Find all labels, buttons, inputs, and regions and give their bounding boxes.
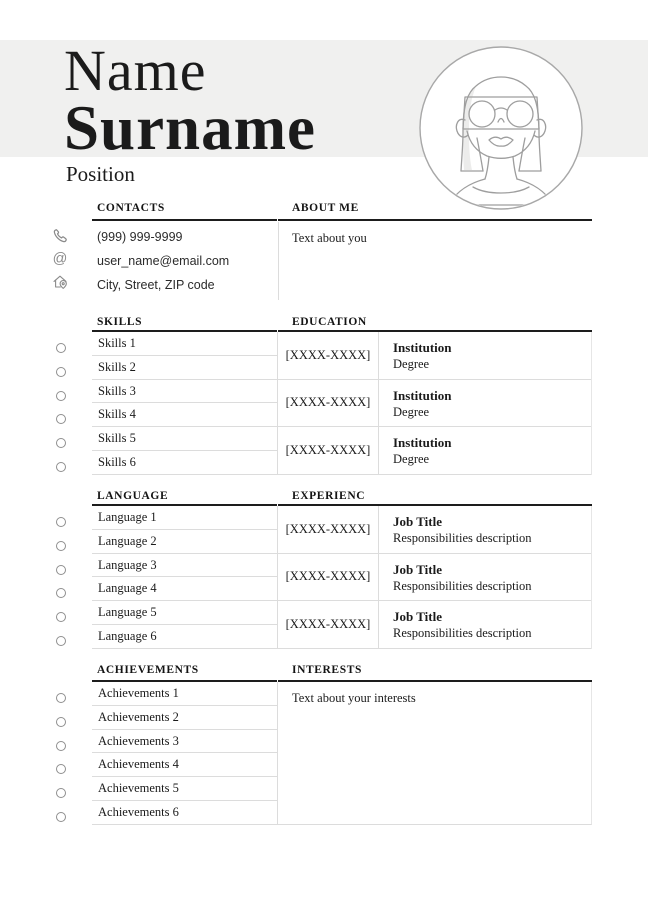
skill-item: Skills 1: [92, 332, 277, 356]
bullet-circle: [56, 788, 66, 798]
language-item: Language 3: [92, 554, 277, 578]
interests-section-title: INTERESTS: [292, 664, 362, 676]
skill-item: Skills 6: [92, 451, 277, 475]
position-title: Position: [66, 162, 135, 186]
education-table: [278, 332, 592, 475]
bullet-circle: [56, 717, 66, 727]
home-pin-icon: [51, 273, 69, 291]
language-item: Language 6: [92, 625, 277, 649]
achievement-item: Achievements 6: [92, 801, 277, 825]
experience-section-title: EXPERIENC: [292, 490, 366, 502]
experience-entry: [278, 601, 591, 649]
skills-list: [92, 332, 278, 475]
bullet-circle: [56, 438, 66, 448]
contacts-section-title: CONTACTS: [97, 202, 165, 214]
bullet-circle: [56, 391, 66, 401]
experience-job-title: Job Title: [393, 514, 443, 529]
bullet-circle: [56, 462, 66, 472]
education-section-title: EDUCATION: [292, 316, 367, 328]
bullet-circle: [56, 636, 66, 646]
bullet-circle: [56, 565, 66, 575]
skill-item: Skills 2: [92, 356, 277, 380]
achievements-list: [92, 682, 278, 825]
education-degree: Degree: [393, 404, 430, 419]
achievement-item: Achievements 2: [92, 706, 277, 730]
achievement-item: Achievements 4: [92, 753, 277, 777]
education-period: [XXXX-XXXX]: [278, 427, 379, 474]
experience-description: Responsibilities description: [393, 626, 532, 641]
bullet-circle: [56, 343, 66, 353]
last-name: Surname: [64, 93, 317, 163]
experience-table: [278, 506, 592, 649]
profile-avatar-illustration: [417, 44, 585, 212]
language-section-title: LANGUAGE: [97, 490, 169, 502]
phone-icon: [51, 227, 69, 245]
achievement-item: Achievements 3: [92, 730, 277, 754]
education-entry: [278, 380, 591, 428]
language-item: Language 1: [92, 506, 277, 530]
education-period: [XXXX-XXXX]: [278, 380, 379, 427]
about-me-section-title: ABOUT ME: [292, 202, 359, 214]
achievement-item: Achievements 5: [92, 777, 277, 801]
first-name: Name: [64, 38, 207, 103]
bullet-circle: [56, 612, 66, 622]
skill-item: Skills 5: [92, 427, 277, 451]
experience-job-title: Job Title: [393, 561, 443, 577]
skill-item: Skills 3: [92, 380, 277, 404]
bullet-circle: [56, 517, 66, 527]
contact-phone: (999) 999-9999: [97, 230, 183, 244]
interests-text: Text about your interests: [278, 682, 592, 825]
about-me-text: Text about you: [278, 222, 592, 300]
bullet-circle: [56, 812, 66, 822]
at-icon: [51, 251, 69, 269]
education-institution: Institution: [393, 435, 452, 451]
bullet-circle: [56, 741, 66, 751]
language-item: Language 4: [92, 577, 277, 601]
bullet-circle: [56, 367, 66, 377]
avatar-circle: [420, 47, 582, 209]
education-entry: [278, 332, 591, 380]
experience-entry: [278, 506, 591, 554]
contact-email: user_name@email.com: [97, 254, 230, 268]
experience-description: Responsibilities description: [393, 531, 532, 545]
achievements-section-title: ACHIEVEMENTS: [97, 664, 199, 676]
experience-period: [XXXX-XXXX]: [278, 554, 379, 601]
bullet-circle: [56, 541, 66, 551]
language-list: [92, 506, 278, 649]
education-degree: Degree: [393, 357, 430, 371]
language-item: Language 5: [92, 601, 277, 625]
experience-period: [XXXX-XXXX]: [278, 506, 379, 553]
education-institution: Institution: [393, 387, 452, 403]
experience-job-title: Job Title: [393, 609, 443, 625]
contacts-rule: [92, 219, 277, 221]
language-item: Language 2: [92, 530, 277, 554]
skill-item: Skills 4: [92, 403, 277, 427]
experience-period: [XXXX-XXXX]: [278, 601, 379, 648]
skills-section-title: SKILLS: [97, 316, 143, 328]
education-entry: [278, 427, 591, 475]
experience-description: Responsibilities description: [393, 578, 532, 593]
education-degree: Degree: [393, 452, 430, 467]
bullet-circle: [56, 693, 66, 703]
education-period: [XXXX-XXXX]: [278, 332, 379, 379]
bullet-circle: [56, 764, 66, 774]
about-me-rule: [278, 219, 592, 221]
experience-entry: [278, 554, 591, 602]
achievement-item: Achievements 1: [92, 682, 277, 706]
contact-address: City, Street, ZIP code: [97, 278, 215, 292]
education-institution: Institution: [393, 340, 452, 355]
bullet-circle: [56, 588, 66, 598]
bullet-circle: [56, 414, 66, 424]
